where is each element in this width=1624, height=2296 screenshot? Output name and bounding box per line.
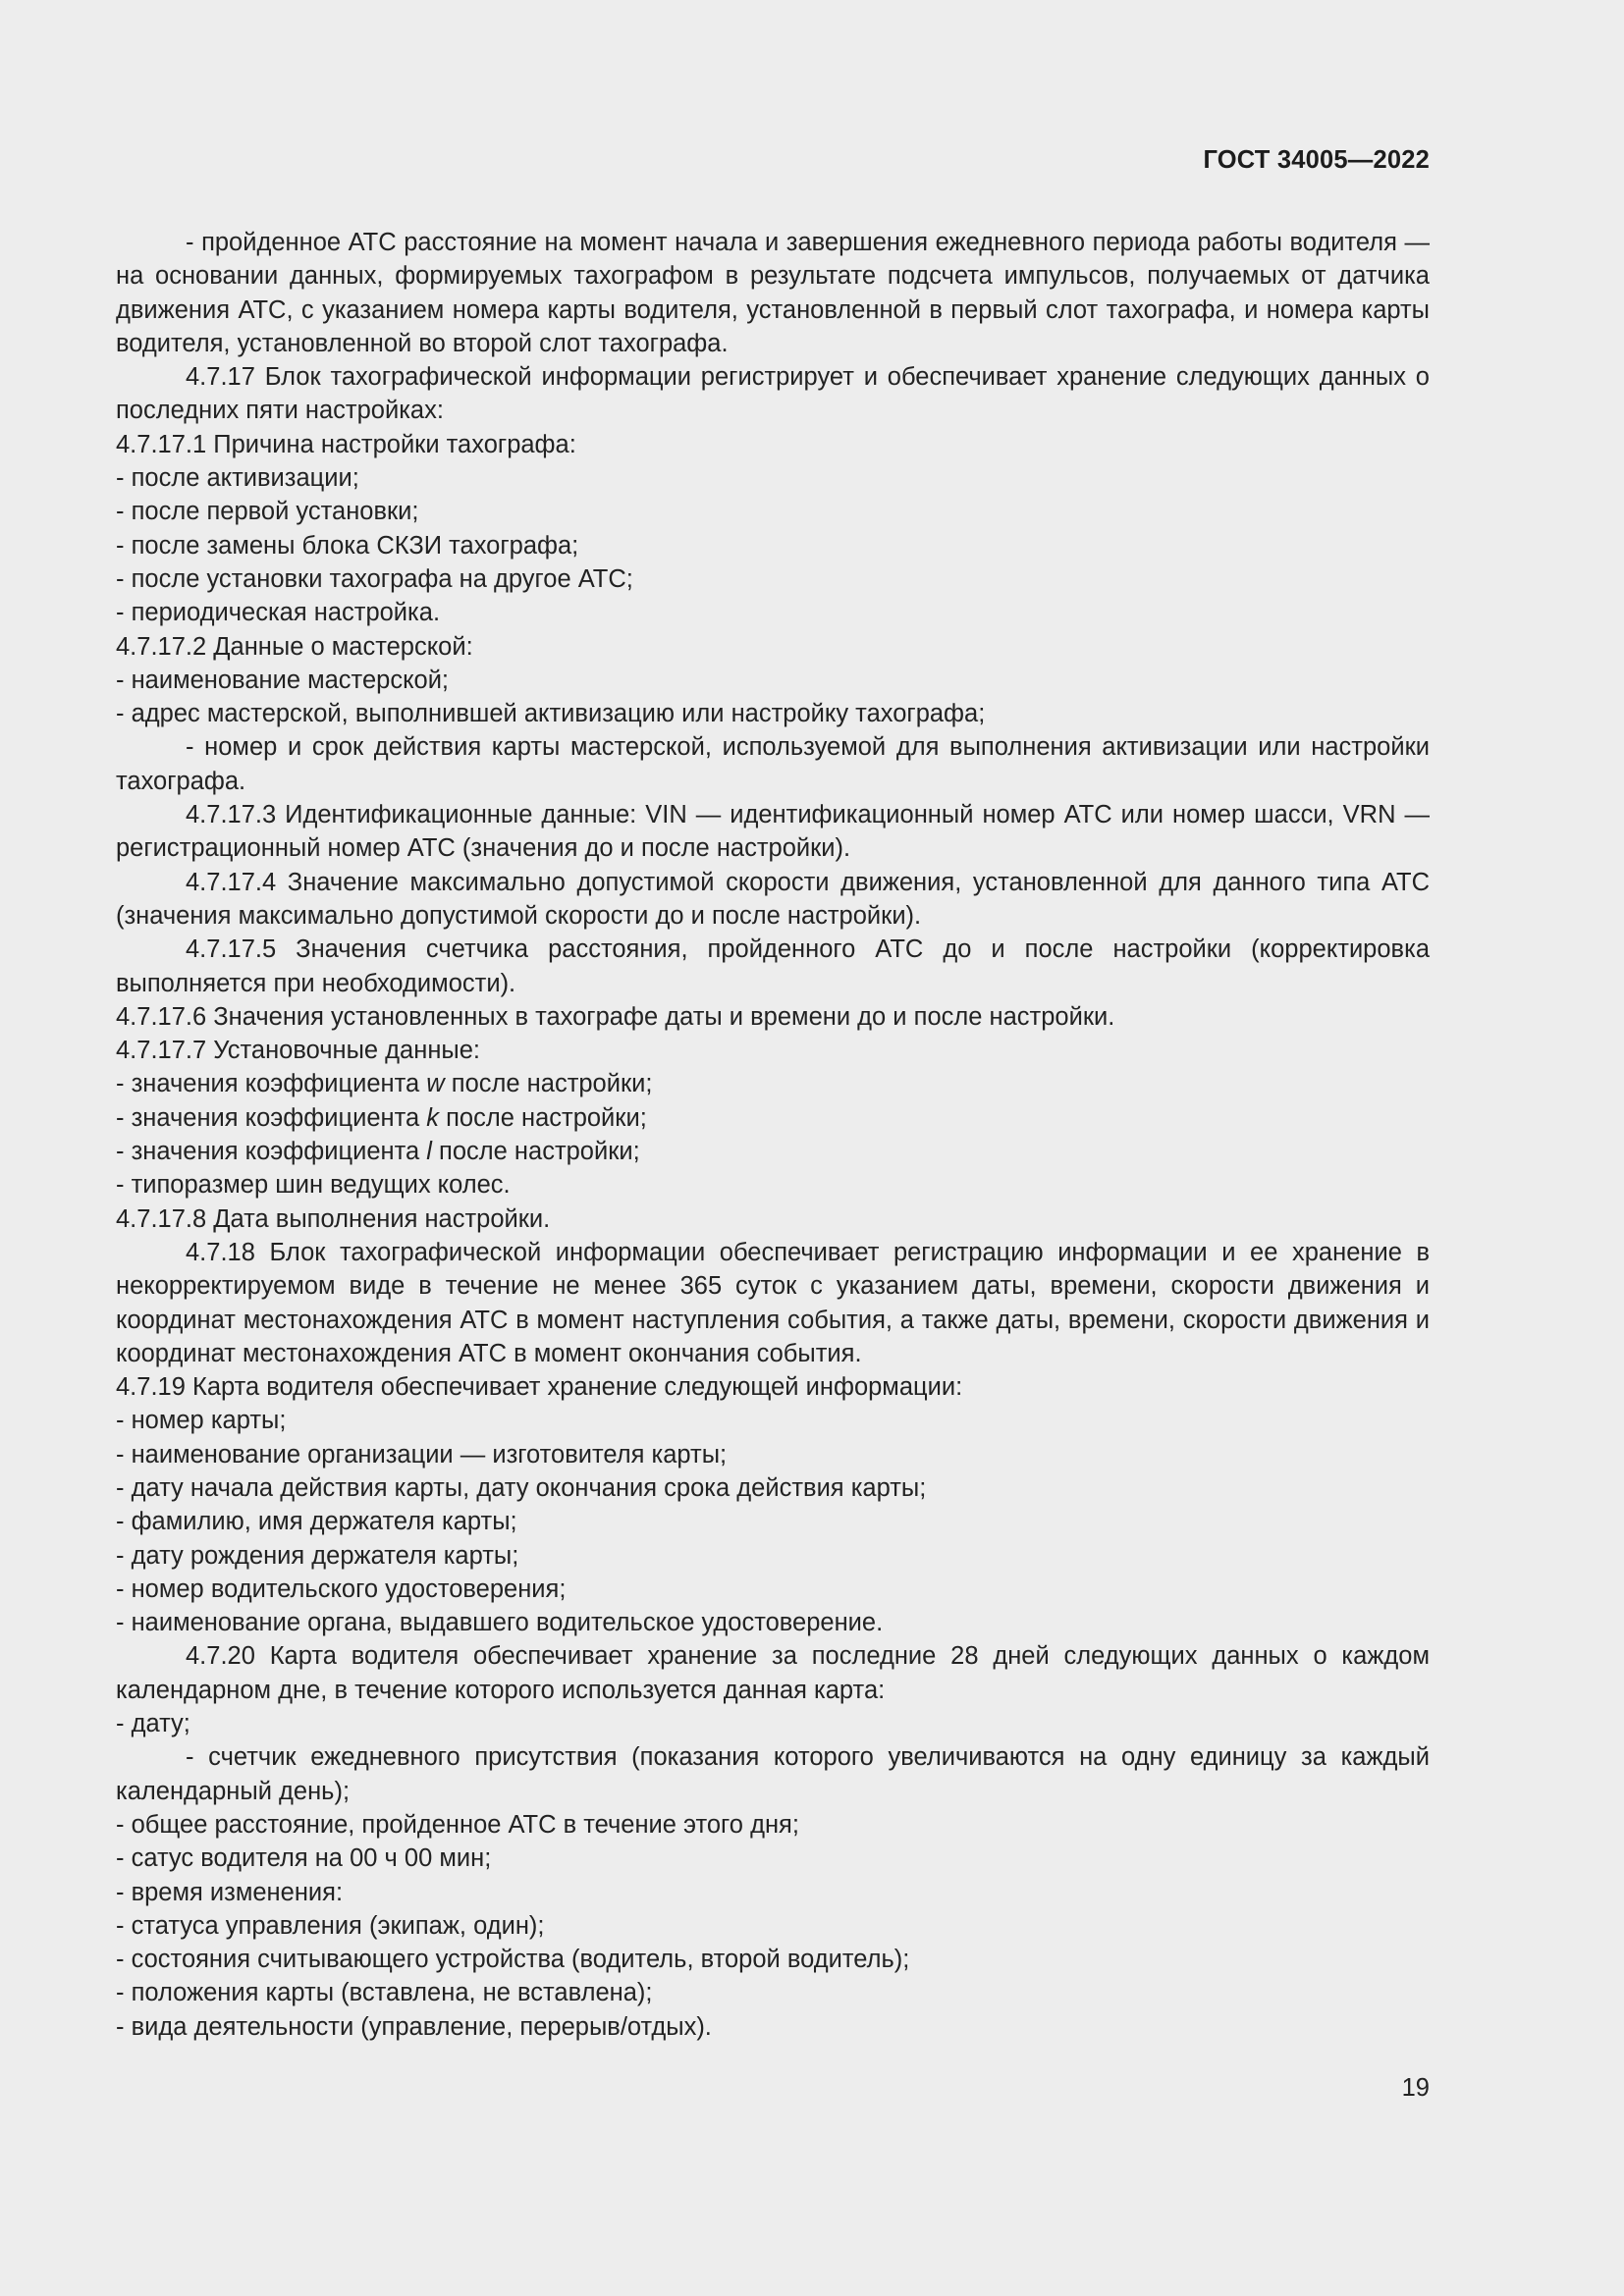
list-item: - периодическая настройка. <box>116 599 441 627</box>
list-item: - счетчик ежедневного присутствия (показания которого увеличиваются на одну единицу за каждый календарный день); <box>116 1743 1430 1805</box>
coefficient-symbol: l <box>426 1138 432 1166</box>
list-item: - после активизации; <box>116 464 359 493</box>
list-item: - наименование мастерской; <box>116 666 450 694</box>
clause-4-7-17-7: 4.7.17.7 Установочные данные: <box>116 1037 480 1065</box>
coefficient-symbol: w <box>426 1070 445 1098</box>
list-item: - после замены блока СКЗИ тахографа; <box>116 531 579 560</box>
clause-4-7-17-4: 4.7.17.4 Значение максимально допустимой скорости движения, установленной для данного типа АТС (значения максимально допустимой скорости до и после настройки). <box>116 868 1430 930</box>
list-item-coefficient-k <box>116 1101 1430 1135</box>
coefficient-symbol: k <box>426 1103 440 1132</box>
list-item-text: - значения коэффициента <box>116 1070 427 1098</box>
page-number: 19 <box>1401 2074 1430 2102</box>
list-item: - после установки тахографа на другое АТС; <box>116 564 633 593</box>
list-item: - номер карты; <box>116 1407 287 1435</box>
list-item-text: после настройки; <box>439 1103 647 1132</box>
list-item-coefficient-l <box>116 1135 1430 1168</box>
list-item: - наименование организации — изготовителя карты; <box>116 1440 728 1468</box>
document-body <box>116 226 1430 2044</box>
list-item: - дату; <box>116 1710 190 1738</box>
document-code-header: ГОСТ 34005—2022 <box>1203 146 1430 174</box>
list-item: - наименование органа, выдавшего водительское удостоверение. <box>116 1609 884 1637</box>
list-item: - номер и срок действия карты мастерской, используемой для выполнения активизации или настройки тахографа. <box>116 733 1430 795</box>
list-item-text: - значения коэффициента <box>116 1103 427 1132</box>
clause-4-7-18: 4.7.18 Блок тахографической информации обеспечивает регистрацию информации и ее хранение в некорректируемом виде в течение не менее 365 суток с указанием даты, времени, скорости движения и координат местонахождения АТС в момент наступления события, а также даты, времени, скорости движения и координат местонахождения АТС в момент окончания события. <box>116 1238 1430 1367</box>
sub-list-item: - положения карты (вставлена, не вставлена); <box>116 1979 653 2007</box>
list-item-text: после настройки; <box>444 1070 653 1098</box>
list-item: - дату рождения держателя карты; <box>116 1541 519 1570</box>
sub-list-item: - вида деятельности (управление, перерыв/отдых). <box>116 2012 712 2041</box>
clause-4-7-17-3: 4.7.17.3 Идентификационные данные: VIN — идентификационный номер АТС или номер шасси, VRN — регистрационный номер АТС (значения до и после настройки). <box>116 801 1430 863</box>
list-item: - номер водительского удостоверения; <box>116 1575 567 1603</box>
list-item: - сатус водителя на 00 ч 00 мин; <box>116 1844 492 1873</box>
clause-4-7-20: 4.7.20 Карта водителя обеспечивает хранение за последние 28 дней следующих данных о каждом календарном дне, в течение которого используется данная карта: <box>116 1642 1430 1704</box>
clause-4-7-17-2: 4.7.17.2 Данные о мастерской: <box>116 632 473 661</box>
sub-list-item: - статуса управления (экипаж, один); <box>116 1911 545 1940</box>
list-item: - типоразмер шин ведущих колес. <box>116 1171 511 1200</box>
clause-4-7-17: 4.7.17 Блок тахографической информации регистрирует и обеспечивает хранение следующих данных о последних пяти настройках: <box>116 363 1430 425</box>
clause-4-7-17-6: 4.7.17.6 Значения установленных в тахографе даты и времени до и после настройки. <box>116 1002 1115 1031</box>
clause-4-7-17-5: 4.7.17.5 Значения счетчика расстояния, пройденного АТС до и после настройки (корректировка выполняется при необходимости). <box>116 935 1430 997</box>
list-item: - время изменения: <box>116 1878 344 1906</box>
list-item: - адрес мастерской, выполнившей активизацию или настройку тахографа; <box>116 700 986 728</box>
clause-4-7-19: 4.7.19 Карта водителя обеспечивает хранение следующей информации: <box>116 1373 963 1402</box>
clause-4-7-17-1: 4.7.17.1 Причина настройки тахографа: <box>116 430 576 458</box>
list-item: - фамилию, имя держателя карты; <box>116 1508 517 1536</box>
sub-list-item: - состояния считывающего устройства (водитель, второй водитель); <box>116 1946 910 1974</box>
list-item-coefficient-w <box>116 1067 1430 1100</box>
list-item: - дату начала действия карты, дату окончания срока действия карты; <box>116 1473 927 1502</box>
paragraph-distance-item: - пройденное АТС расстояние на момент начала и завершения ежедневного периода работы водителя — на основании данных, формируемых тахографом в результате подсчета импульсов, получаемых от датчика движения АТС, с указанием номера карты водителя, установленной в первый слот тахографа, и номера карты водителя, установленной во второй слот тахографа. <box>116 229 1430 357</box>
clause-4-7-17-8: 4.7.17.8 Дата выполнения настройки. <box>116 1204 551 1233</box>
list-item: - общее расстояние, пройденное АТС в течение этого дня; <box>116 1810 799 1839</box>
list-item: - после первой установки; <box>116 498 419 526</box>
list-item-text: после настройки; <box>431 1138 640 1166</box>
list-item-text: - значения коэффициента <box>116 1138 427 1166</box>
